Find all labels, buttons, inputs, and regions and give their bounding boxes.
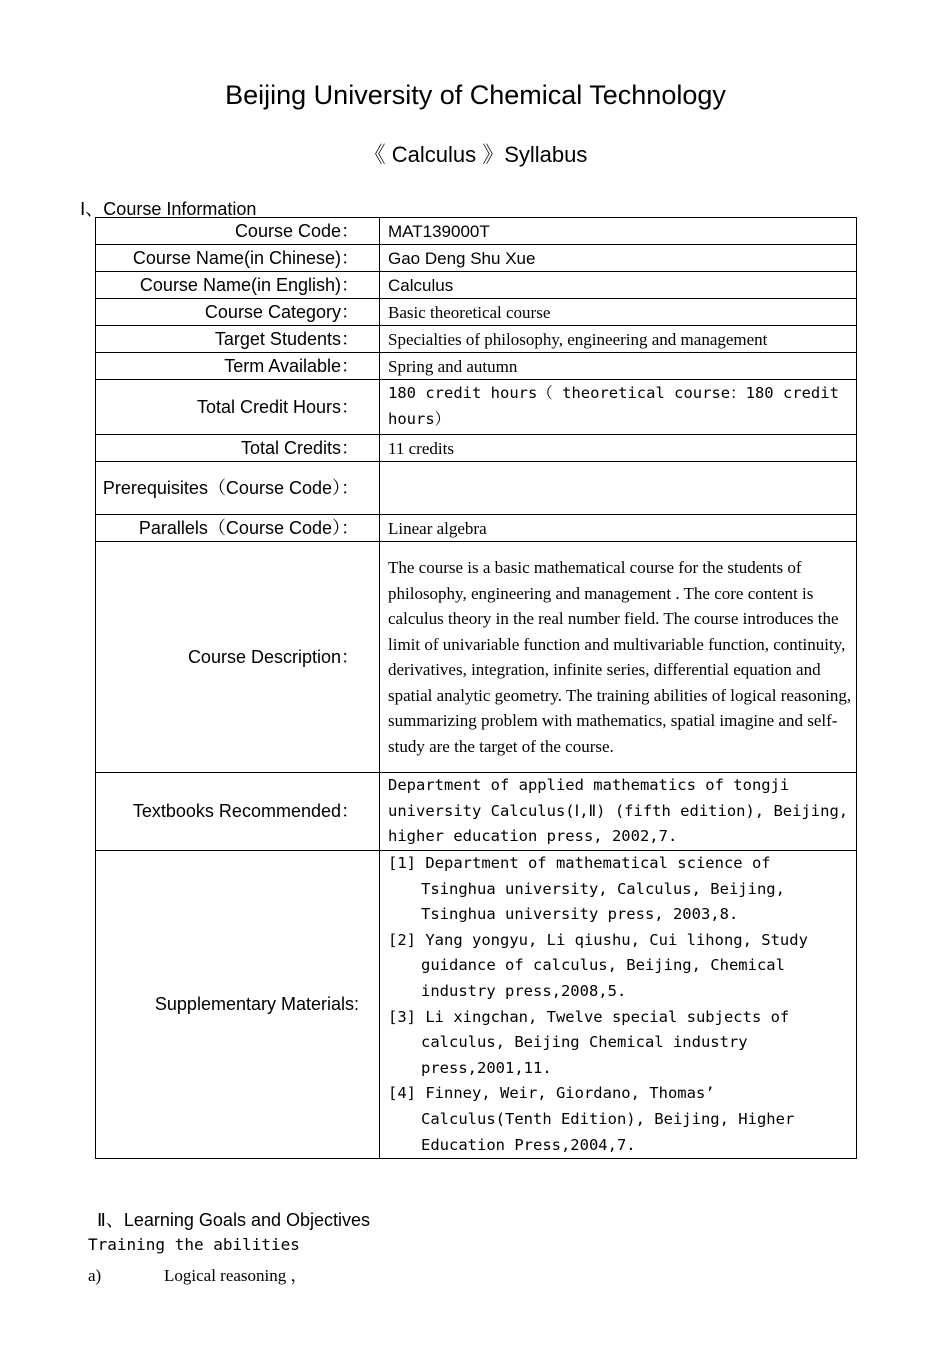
- textbook-value: Department of applied mathematics of tongji university Calculus(Ⅰ,Ⅱ) (fifth edition), Beijing, higher education press, 2002,7.: [380, 773, 857, 851]
- reference-item: [3] Li xingchan, Twelve special subjects of calculus, Beijing Chemical industry press,2001,11.: [388, 1007, 790, 1077]
- course-description: The course is a basic mathematical course for the students of philosophy, engineering and management . The core content is calculus theory in the real number field. The course introduces the limit of univariable function and multivariable function, continuity, derivatives, integration, infinite series, differential equation and spatial analytic geometry. The training abilities of logical reasoning, summarizing problem with mathematics, spatial imagine and self-study are the target of the course.: [380, 542, 857, 773]
- goal-item-text: Logical reasoning ，: [164, 1266, 308, 1285]
- row-value: Calculus: [380, 272, 857, 299]
- document-subtitle: 《 Calculus 》Syllabus: [363, 142, 588, 167]
- reference-item: [1] Department of mathematical science of Tsinghua university, Calculus, Beijing, Tsinghua university press, 2003,8.: [388, 854, 785, 924]
- row-label: Total Credits：: [96, 435, 380, 462]
- row-label: Course Category：: [96, 299, 380, 326]
- row-value: Linear algebra: [380, 515, 857, 542]
- row-label: Target Students：: [96, 326, 380, 353]
- supplementary-materials-list: [380, 851, 857, 1159]
- course-info-table: [95, 217, 857, 1159]
- row-label: Parallels（Course Code）：: [96, 515, 380, 542]
- table-row: [96, 773, 857, 851]
- row-value: 180 credit hours（ theoretical course：180 credit hours）: [380, 380, 857, 435]
- table-row: [96, 299, 857, 326]
- goal-item-label: a): [88, 1266, 102, 1285]
- table-row: [96, 353, 857, 380]
- table-row: [96, 435, 857, 462]
- row-label: Course Description：: [96, 542, 380, 773]
- row-label: Supplementary Materials:: [96, 851, 380, 1159]
- row-label: Course Name(in Chinese)：: [96, 245, 380, 272]
- row-value: Specialties of philosophy, engineering and management: [380, 326, 857, 353]
- row-value: Gao Deng Shu Xue: [380, 245, 857, 272]
- goal-item: [88, 1261, 308, 1286]
- row-label: Total Credit Hours：: [96, 380, 380, 435]
- row-value: MAT139000T: [380, 218, 857, 245]
- table-row: [96, 272, 857, 299]
- row-value: Basic theoretical course: [380, 299, 857, 326]
- table-row: [96, 542, 857, 773]
- row-label: Textbooks Recommended：: [96, 773, 380, 851]
- row-value: Spring and autumn: [380, 353, 857, 380]
- section-heading-course-information: Ⅰ、Course Information: [80, 199, 257, 219]
- row-value: 11 credits: [380, 435, 857, 462]
- table-row: [96, 462, 857, 515]
- document-title: Beijing University of Chemical Technology: [225, 80, 726, 110]
- reference-item: [4] Finney, Weir, Giordano, Thomas’ Calculus(Tenth Edition), Beijing, Higher Education Press,2004,7.: [388, 1084, 795, 1154]
- table-row: [96, 326, 857, 353]
- row-label: Course Code：: [96, 218, 380, 245]
- table-row: [96, 851, 857, 1159]
- row-label: Prerequisites（Course Code）：: [96, 462, 380, 515]
- table-row: [96, 380, 857, 435]
- row-label: Course Name(in English)：: [96, 272, 380, 299]
- reference-item: [2] Yang yongyu, Li qiushu, Cui lihong, Study guidance of calculus, Beijing, Chemical industry press,2008,5.: [388, 930, 808, 1000]
- goals-intro: Training the abilities: [88, 1235, 300, 1254]
- table-row: [96, 245, 857, 272]
- table-row: [96, 515, 857, 542]
- row-label: Term Available：: [96, 353, 380, 380]
- table-row: [96, 218, 857, 245]
- section-heading-learning-goals: Ⅱ、Learning Goals and Objectives: [97, 1210, 371, 1230]
- row-value: [380, 462, 857, 515]
